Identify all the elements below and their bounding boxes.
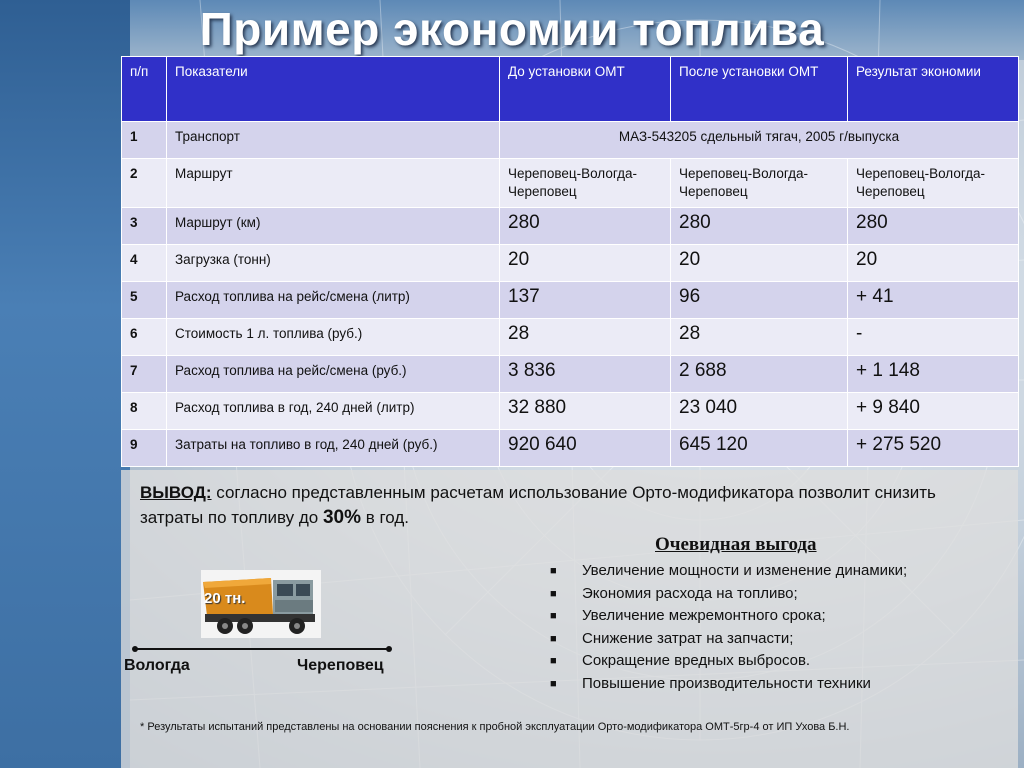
row-label: Расход топлива в год, 240 дней (литр) <box>167 393 500 430</box>
route-start-dot <box>132 646 138 652</box>
list-item <box>548 628 1008 651</box>
city-right: Череповец <box>297 657 384 674</box>
cell-before: 20 <box>500 245 671 282</box>
cell-result: + 275 520 <box>848 430 1019 467</box>
cell-after: 645 120 <box>671 430 848 467</box>
cell-result: + 1 148 <box>848 356 1019 393</box>
route-end-dot <box>386 646 392 652</box>
table-row <box>122 356 1019 393</box>
cell-before: 32 880 <box>500 393 671 430</box>
table-row <box>122 393 1019 430</box>
list-item <box>548 583 1008 606</box>
cell-result: - <box>848 319 1019 356</box>
benefit-text: Снижение затрат на запчасти; <box>582 629 794 647</box>
table-row <box>122 159 1019 208</box>
city-left: Вологда <box>124 657 190 674</box>
transport-value: МАЗ-543205 сдельный тягач, 2005 г/выпуска <box>500 122 1019 159</box>
benefit-text: Увеличение мощности и изменение динамики; <box>582 562 908 579</box>
cell-result: + 9 840 <box>848 393 1019 430</box>
cell-after: 20 <box>671 245 848 282</box>
row-number: 6 <box>122 319 167 356</box>
conclusion-text-part2: в год. <box>361 508 410 527</box>
cell-result: Череповец-Вологда-Череповец <box>848 159 1019 208</box>
row-number: 5 <box>122 282 167 319</box>
cell-before: 28 <box>500 319 671 356</box>
truck-load-label: 20 тн. <box>204 590 246 607</box>
row-number: 7 <box>122 356 167 393</box>
benefit-text: Экономия расхода на топливо; <box>582 584 798 602</box>
row-label: Расход топлива на рейс/смена (руб.) <box>167 356 500 393</box>
benefit-text: Повышение производительности техники <box>582 674 871 692</box>
table-row <box>122 282 1019 319</box>
conclusion-percent: 30% <box>322 507 361 528</box>
bullet-icon: ■ <box>550 610 557 623</box>
header-cell-result: Результат экономии <box>848 57 1019 122</box>
table-row <box>122 430 1019 467</box>
bullet-icon: ■ <box>550 677 557 690</box>
benefit-text: Сокращение вредных выбросов. <box>582 652 811 670</box>
row-label: Транспорт <box>167 122 500 159</box>
conclusion-text-part1: согласно представленным расчетам использование Орто-модификатора позволит снизить затраты по топливу до <box>140 483 936 527</box>
conclusion-text <box>140 480 980 530</box>
bullet-icon: ■ <box>550 587 557 600</box>
cell-after: 2 688 <box>671 356 848 393</box>
cell-before: 3 836 <box>500 356 671 393</box>
cell-before: 920 640 <box>500 430 671 467</box>
list-item <box>548 605 1008 628</box>
row-label: Расход топлива на рейс/смена (литр) <box>167 282 500 319</box>
row-number: 4 <box>122 245 167 282</box>
table-row <box>122 245 1019 282</box>
row-label: Маршрут (км) <box>167 208 500 245</box>
benefit-text: Увеличение межремонтного срока; <box>582 607 826 625</box>
bullet-icon: ■ <box>550 655 557 668</box>
table-row <box>122 208 1019 245</box>
bullet-icon: ■ <box>550 632 557 645</box>
table-row <box>122 122 1019 159</box>
page-title: Пример экономии топлива <box>199 3 825 55</box>
row-number: 1 <box>122 122 167 159</box>
cell-before: Череповец-Вологда-Череповец <box>500 159 671 208</box>
table-row <box>122 319 1019 356</box>
header-cell-before: До установки ОМТ <box>500 57 671 122</box>
cell-result: 280 <box>848 208 1019 245</box>
cell-after: Череповец-Вологда-Череповец <box>671 159 848 208</box>
row-label: Стоимость 1 л. топлива (руб.) <box>167 319 500 356</box>
row-number: 8 <box>122 393 167 430</box>
benefits-title: Очевидная выгода <box>655 534 817 555</box>
cell-before: 137 <box>500 282 671 319</box>
cell-result: 20 <box>848 245 1019 282</box>
fuel-economy-table <box>121 56 1019 467</box>
cell-before: 280 <box>500 208 671 245</box>
header-cell-number: п/п <box>122 57 167 122</box>
row-number: 2 <box>122 159 167 208</box>
cell-after: 96 <box>671 282 848 319</box>
cell-after: 28 <box>671 319 848 356</box>
table-header-row <box>122 57 1019 122</box>
row-label: Маршрут <box>167 159 500 208</box>
benefits-list <box>548 560 1008 696</box>
cell-after: 280 <box>671 208 848 245</box>
list-item <box>548 560 1008 583</box>
route-line <box>135 648 391 650</box>
bullet-icon: ■ <box>550 565 557 577</box>
header-cell-indicator: Показатели <box>167 57 500 122</box>
row-number: 3 <box>122 208 167 245</box>
conclusion-label: ВЫВОД: <box>140 483 212 502</box>
cell-result: + 41 <box>848 282 1019 319</box>
footnote: * Результаты испытаний представлены на основании пояснения к пробной эксплуатации Орто-модификатора ОМТ-5гр-4 от ИП Ухова Б.Н. <box>140 721 850 733</box>
header-cell-after: После установки ОМТ <box>671 57 848 122</box>
list-item <box>548 673 1008 696</box>
list-item <box>548 650 1008 673</box>
row-label: Загрузка (тонн) <box>167 245 500 282</box>
row-label: Затраты на топливо в год, 240 дней (руб.) <box>167 430 500 467</box>
cell-after: 23 040 <box>671 393 848 430</box>
row-number: 9 <box>122 430 167 467</box>
